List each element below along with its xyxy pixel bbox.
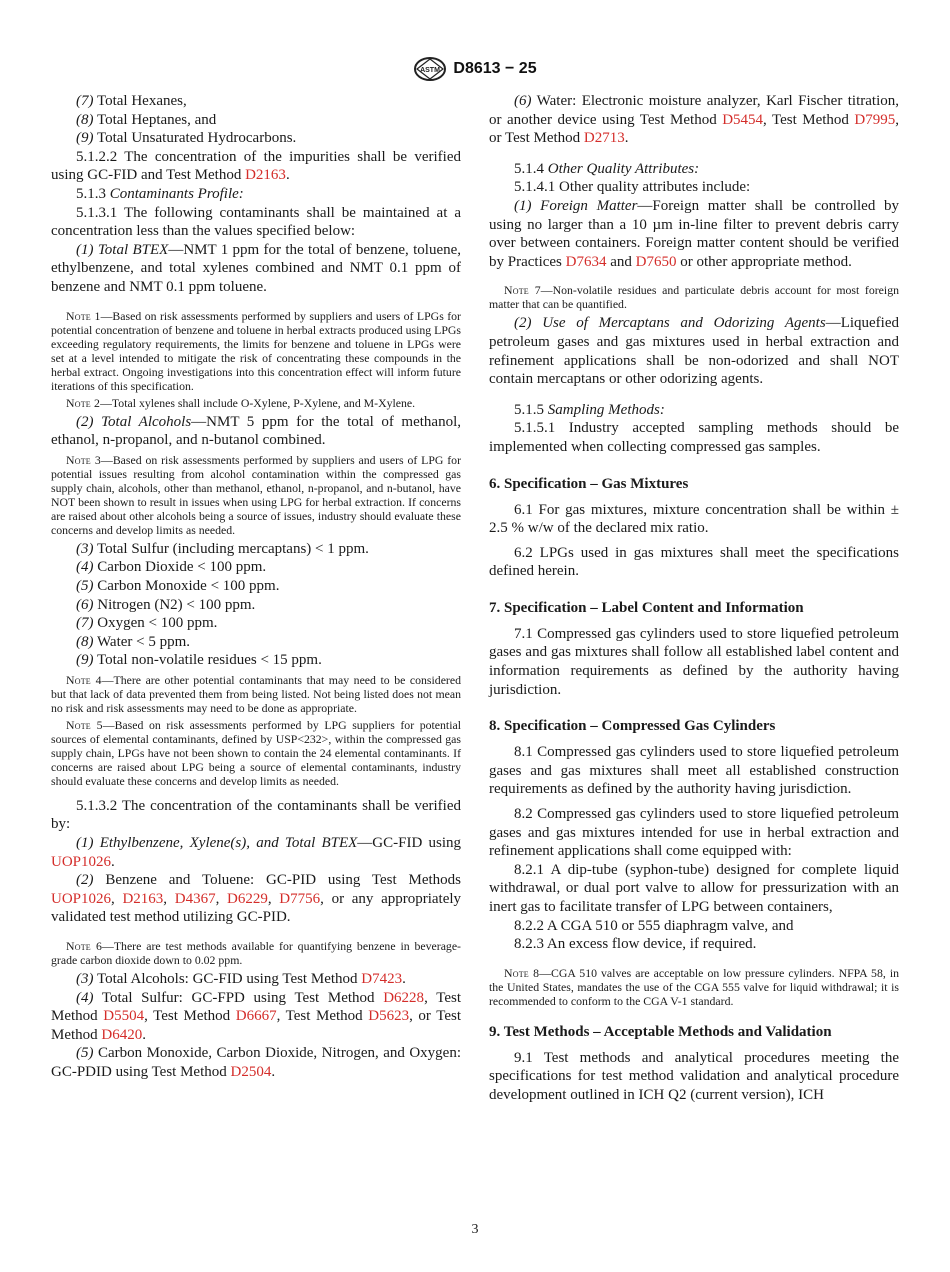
svg-text:ASTM: ASTM — [420, 67, 441, 74]
section-7-1: 7.1 Compressed gas cylinders used to store liquefied petroleum gases and gas mixtures shall follow all established label content and information requirements as defined by the authority having jurisdiction. — [489, 625, 899, 698]
note-8: Note 8—CGA 510 valves are acceptable on low pressure cylinders. NFPA 58, in the United States, mandates the use of the CGA 555 valve for liquid withdrawal; it is recommended to conform to the CGA V-1 standard. — [489, 965, 899, 1008]
note-5: Note 5—Based on risk assessments performed by LPG suppliers for potential sources of elemental contaminants, defined by USP<232>, within the compressed gas supply chain, LPGs have not been shown to contain the 24 elemental contaminants. If concerns are raised about LPG being a source of elemental contaminants, industry should evaluate these concerns and develop limits as needed. — [51, 717, 461, 788]
section-heading-7: 7. Specification – Label Content and Information — [489, 599, 804, 616]
list-item-mercaptans: (2) Use of Mercaptans and Odorizing Agents—Liquefied petroleum gases and gas mixtures used in herbal extraction and refinement applications shall be non-odorized and shall NOT contain mercaptans or other odorizing agents. — [489, 315, 899, 388]
reference-link-d2713[interactable]: D2713 — [583, 130, 625, 147]
list-item: (3) Total Sulfur (including mercaptans) < 1 ppm. — [76, 540, 369, 557]
reference-link-d6420[interactable]: D6420 — [101, 1026, 143, 1043]
reference-link-d6229[interactable]: D6229 — [227, 890, 268, 907]
list-item-verify-sulfur: (4) Total Sulfur: GC-FPD using Test Method D6228, Test Method D5504, Test Method D6667, Test Method D5623, or Test Method D6420. — [51, 989, 461, 1043]
section-5-1-2-2: 5.1.2.2 The concentration of the impurities shall be verified using GC-FID and Test Method D2163. — [51, 148, 461, 184]
section-6-1: 6.1 For gas mixtures, mixture concentration shall be within ± 2.5 % w/w of the declared mix ratio. — [489, 501, 899, 537]
section-8-2-1: 8.2.1 A dip-tube (syphon-tube) designed for complete liquid withdrawal, or dual port valve to allow for pressurization with an inert gas to facilitate transfer of LPG between containers, — [489, 861, 899, 915]
section-6-2: 6.2 LPGs used in gas mixtures shall meet the specifications defined herein. — [489, 544, 899, 580]
note-1: Note 1—Based on risk assessments performed by suppliers and users of LPGs for potential concentration of benzene and toluene in herbal extracts produced using LPGs exceeding regulatory requirements, the limits for benzene and toluene in LPGs were set at a level intended to mitigate the risk of concentrating these compounds in the herbal extract. Ongoing investigations into this concentration effect will inform future iterations of this specification. — [51, 308, 461, 393]
section-5-1-3-2: 5.1.3.2 The concentration of the contaminants shall be verified by: — [51, 797, 461, 833]
reference-link-d7995[interactable]: D7995 — [854, 111, 896, 128]
note-2: Note 2—Total xylenes shall include O-Xylene, P-Xylene, and M-Xylene. — [66, 395, 416, 410]
reference-link-d2163[interactable]: D2163 — [245, 167, 286, 184]
list-item-verify-gases: (5) Carbon Monoxide, Carbon Dioxide, Nitrogen, and Oxygen: GC-PDID using Test Method D2504. — [51, 1045, 461, 1080]
section-8-2-3: 8.2.3 An excess flow device, if required. — [514, 936, 757, 953]
reference-link-d2163[interactable]: D2163 — [122, 890, 164, 907]
right-column — [489, 92, 899, 1111]
reference-link-d5623[interactable]: D5623 — [368, 1008, 410, 1025]
reference-link-d6667[interactable]: D6667 — [235, 1008, 277, 1025]
list-item: (9) Total Unsaturated Hydrocarbons. — [76, 130, 297, 147]
section-5-1-3-1: 5.1.3.1 The following contaminants shall be maintained at a concentration less than the values specified below: — [51, 204, 461, 240]
list-item: (8) Water < 5 ppm. — [76, 633, 191, 650]
reference-link-d2504[interactable]: D2504 — [230, 1064, 272, 1080]
section-5-1-5-1: 5.1.5.1 Industry accepted sampling methods should be implemented when collecting compressed gas samples. — [489, 420, 899, 455]
note-6: Note 6—There are test methods available for quantifying benzene in beverage-grade carbon dioxide down to 0.02 ppm. — [51, 939, 461, 968]
list-item-total-alcohols: (2) Total Alcohols—NMT 5 ppm for the total of methanol, ethanol, n-propanol, and n-butanol combined. — [51, 413, 461, 449]
list-item-foreign-matter: (1) Foreign Matter—Foreign matter shall be controlled by using no larger than a 10 µm in-line filter to prevent debris carry over between containers. Foreign matter content should be verified by Practices D7634 and D7650 or other appropriate method. — [489, 197, 899, 270]
left-column — [51, 92, 461, 1082]
reference-link-uop1026[interactable]: UOP1026 — [51, 890, 112, 907]
note-4: Note 4—There are other potential contaminants that may need to be considered but that lack of data prevented them from being listed. Not being listed does not mean no risk and risk assessments may need to be done as appropriate. — [51, 672, 461, 715]
page-number: 3 — [471, 1222, 479, 1237]
section-5-1-3: 5.1.3 Contaminants Profile: — [76, 185, 244, 202]
list-item: (7) Oxygen < 100 ppm. — [76, 615, 218, 632]
section-8-2-2: 8.2.2 A CGA 510 or 555 diaphragm valve, and — [514, 917, 794, 934]
list-item: (4) Carbon Dioxide < 100 ppm. — [76, 559, 267, 576]
list-item: (9) Total non-volatile residues < 15 ppm. — [76, 652, 322, 669]
section-heading-9: 9. Test Methods – Acceptable Methods and Validation — [489, 1023, 832, 1040]
list-item-total-btex: (1) Total BTEX—NMT 1 ppm for the total of benzene, toluene, ethylbenzene, and total xylenes combined and NMT 0.1 ppm of benzene and NMT 0.1 ppm toluene. — [51, 241, 462, 295]
note-3: Note 3—Based on risk assessments performed by suppliers and users of LPG for potential issues resulting from alcohol contamination within the compressed gas supply chain, alcohols, other than methanol, ethanol, n-propanol, and n-butanol, have NOT been shown to result in issues when using LPG for herbal extraction. If concerns are raised about other alcohols being a source of issues, industry should evaluate these concerns and develop limits as needed. — [51, 452, 461, 537]
section-5-1-4-1: 5.1.4.1 Other quality attributes include: — [514, 179, 751, 196]
reference-link-uop1026[interactable]: UOP1026 — [51, 853, 112, 870]
reference-link-d7634[interactable]: D7634 — [565, 253, 607, 270]
list-item: (7) Total Hexanes, — [76, 93, 187, 109]
page-header — [0, 54, 950, 84]
reference-link-d4367[interactable]: D4367 — [174, 890, 216, 907]
section-8-2: 8.2 Compressed gas cylinders used to store liquefied petroleum gases and gas mixtures intended for use in herbal extraction and refinement applications shall come equipped with: — [489, 806, 899, 860]
reference-link-d5454[interactable]: D5454 — [722, 111, 764, 128]
list-item-verify-btex: (1) Ethylbenzene, Xylene(s), and Total BTEX—GC-FID using UOP1026. — [51, 835, 461, 870]
reference-link-d7650[interactable]: D7650 — [635, 253, 677, 270]
reference-link-d7423[interactable]: D7423 — [361, 971, 403, 988]
astm-logo-icon — [413, 56, 447, 82]
section-8-1: 8.1 Compressed gas cylinders used to store liquefied petroleum gases and gas mixtures shall meet all established construction requirements as defined by the authority having jurisdiction. — [489, 744, 899, 798]
list-item: (8) Total Heptanes, and — [76, 111, 217, 128]
section-5-1-4: 5.1.4 Other Quality Attributes: — [514, 160, 700, 177]
section-heading-8: 8. Specification – Compressed Gas Cylinders — [489, 718, 776, 735]
reference-link-d7756[interactable]: D7756 — [279, 890, 321, 907]
document-designation: D8613 − 25 — [453, 60, 537, 77]
note-7: Note 7—Non-volatile residues and particulate debris account for most foreign matter that can be quantified. — [489, 283, 899, 312]
list-item-verify-alcohols: (3) Total Alcohols: GC-FID using Test Method D7423. — [76, 971, 406, 988]
section-heading-6: 6. Specification – Gas Mixtures — [489, 475, 689, 492]
section-5-1-5: 5.1.5 Sampling Methods: — [514, 401, 665, 418]
section-9-1: 9.1 Test methods and analytical procedures meeting the specifications for test method validation and analytical procedure development outlined in ICH Q2 (current version), ICH — [489, 1049, 899, 1103]
list-item: (5) Carbon Monoxide < 100 ppm. — [76, 577, 280, 594]
reference-link-d6228[interactable]: D6228 — [383, 989, 425, 1006]
list-item-verify-benzene: (2) Benzene and Toluene: GC-PID using Test Methods UOP1026, D2163, D4367, D6229, D7756, or any appropriately validated test method utilizing GC-PID. — [51, 872, 462, 926]
reference-link-d5504[interactable]: D5504 — [103, 1008, 145, 1025]
list-item: (6) Nitrogen (N2) < 100 ppm. — [76, 596, 256, 613]
list-item-water: (6) Water: Electronic moisture analyzer, Karl Fischer titration, or another device using Test Method D5454, Test Method D7995, or Test Method D2713. — [489, 93, 899, 147]
